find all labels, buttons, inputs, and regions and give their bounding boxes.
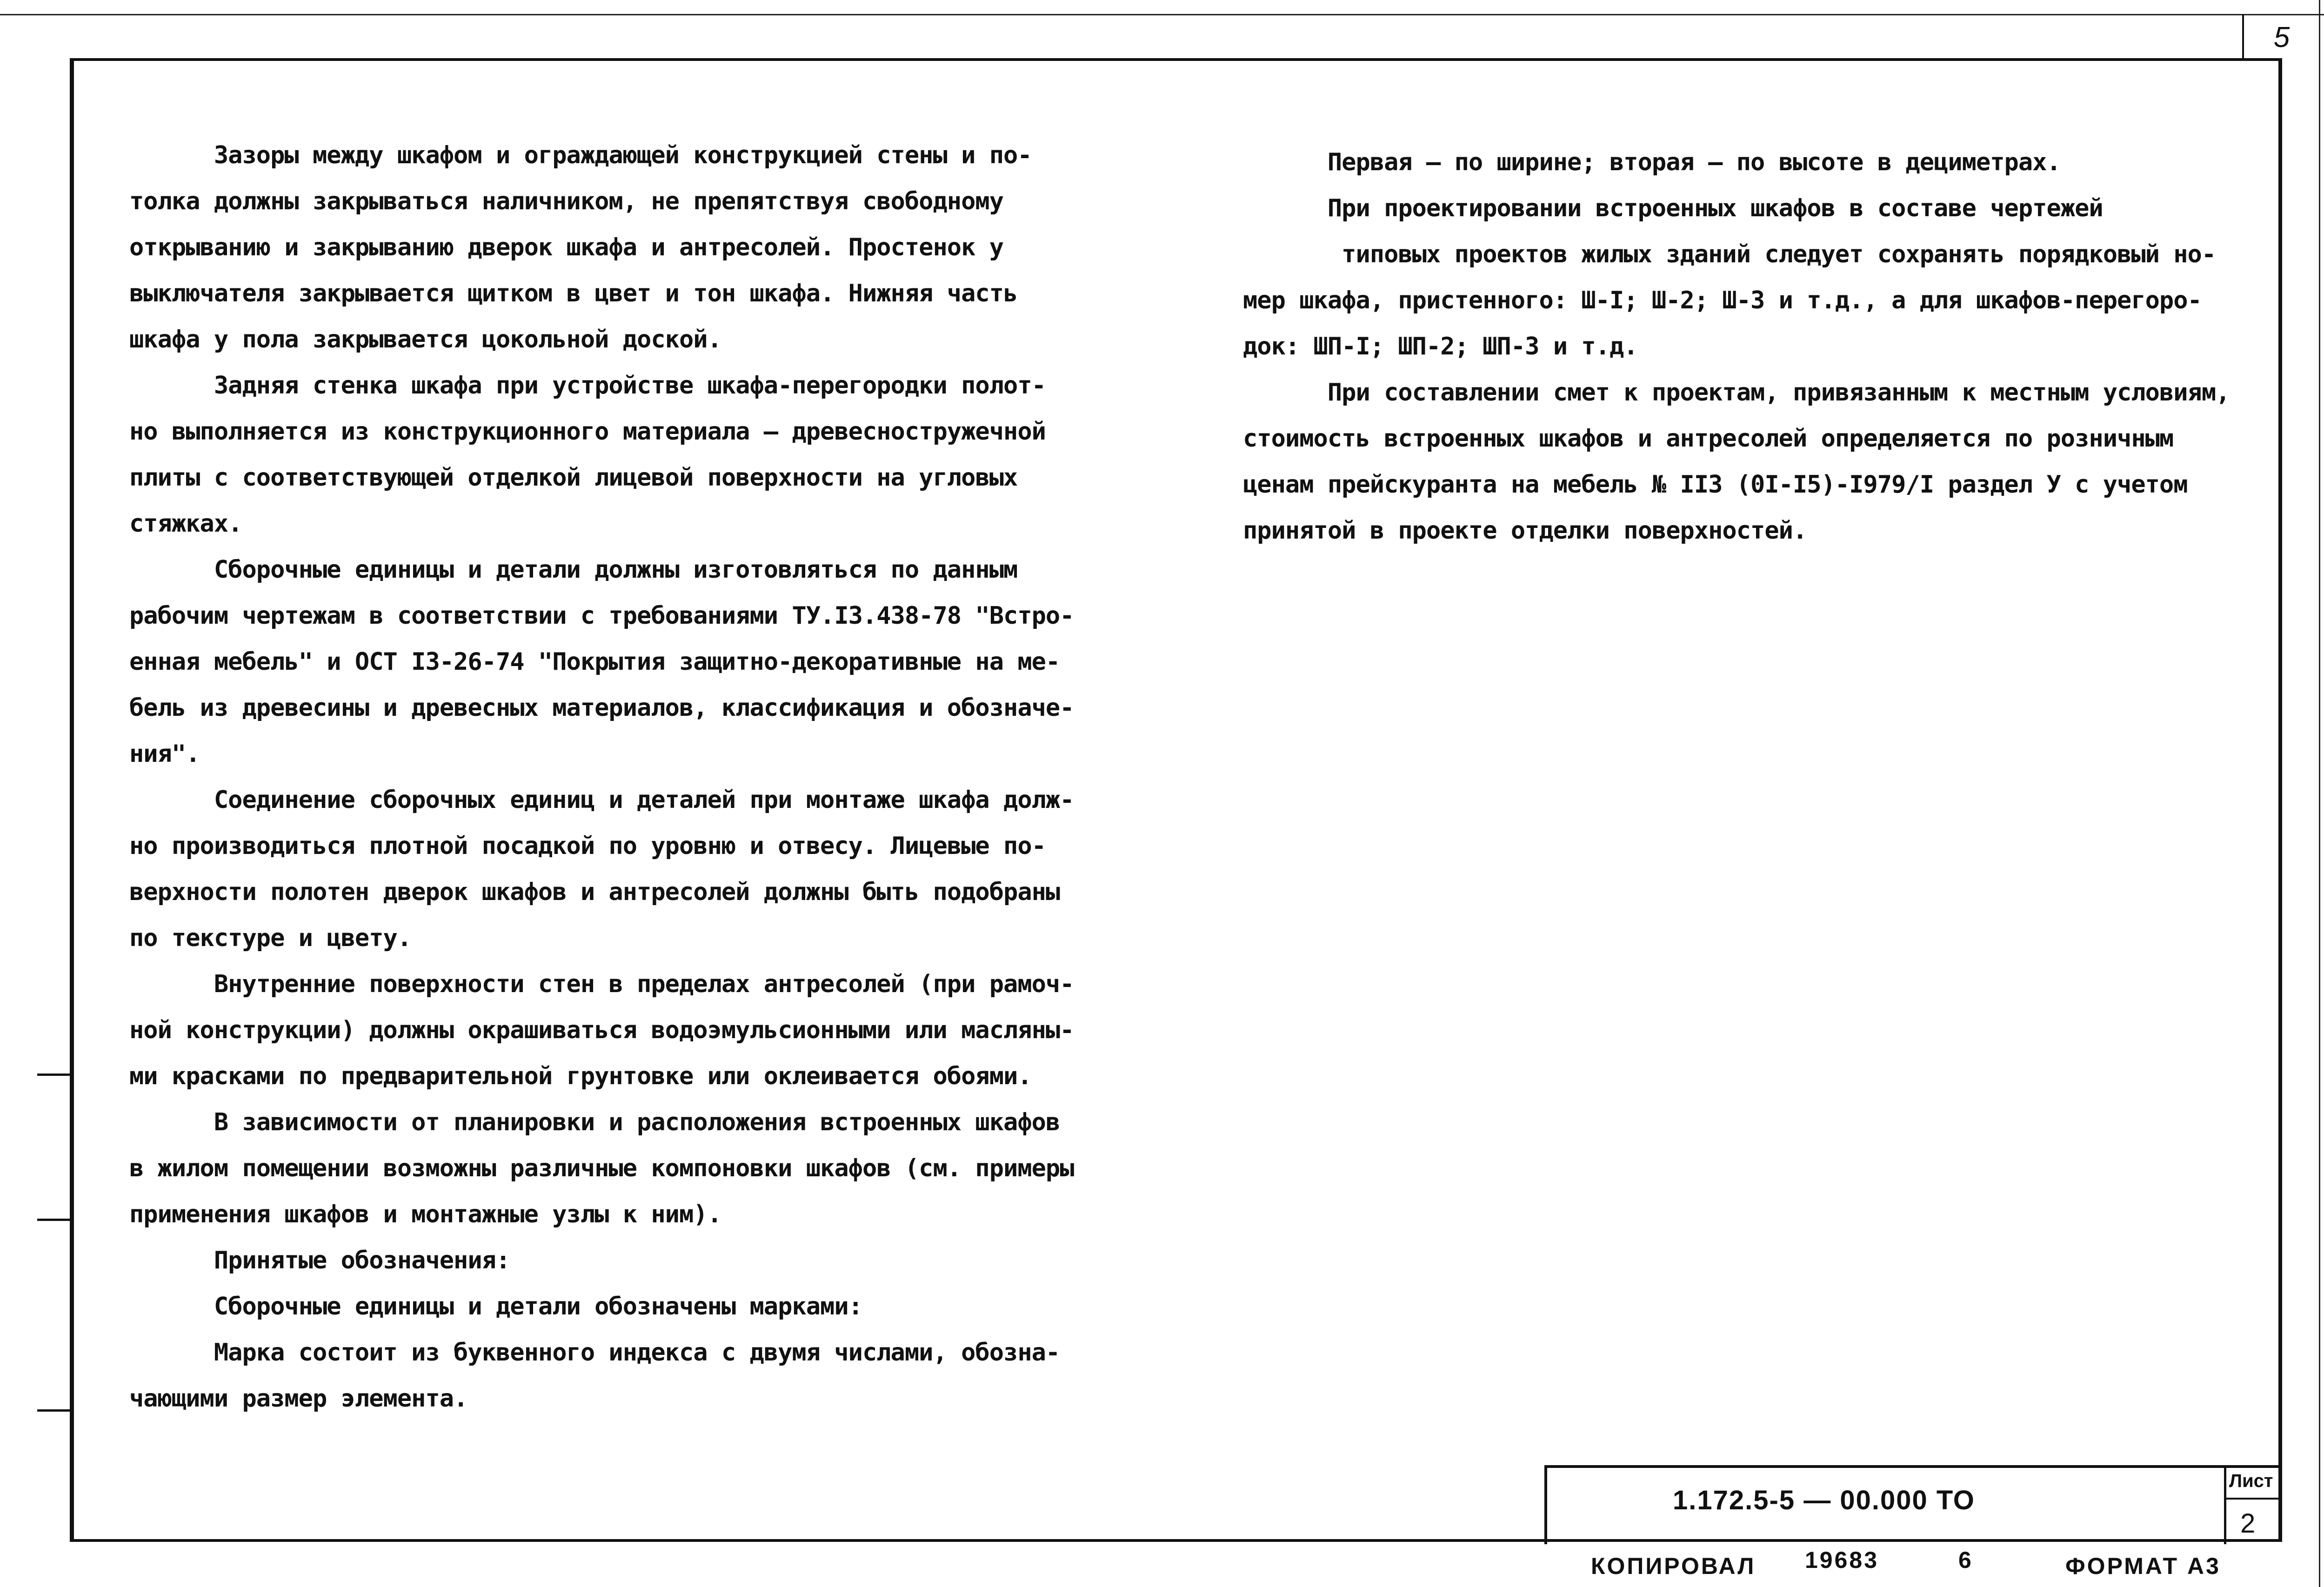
title-block	[1544, 1465, 2282, 1544]
text-line: В зависимости от планировки и расположения встроенных шкафов	[129, 1108, 1060, 1136]
copied-label: КОПИРОВАЛ	[1591, 1553, 1756, 1579]
text-line: Задняя стенка шкафа при устройстве шкафа-перегородки полот-	[129, 372, 1046, 400]
right-border-line	[2319, 0, 2320, 1587]
binding-tick	[37, 1219, 70, 1221]
text-line: ной конструкции) должны окрашиваться водоэмульсионными или масляны-	[129, 1016, 1074, 1044]
sheet-label: Лист	[2229, 1471, 2273, 1491]
text-line: принятой в проекте отделки поверхностей.	[1243, 517, 1807, 545]
text-line: ния".	[129, 740, 200, 768]
sheet-cell	[2224, 1468, 2282, 1544]
handwritten-number: 19683	[1805, 1547, 1879, 1573]
text-line: чающими размер элемента.	[129, 1385, 468, 1413]
page-number: 5	[2242, 14, 2319, 60]
text-line: док: ШП-I; ШП-2; ШП-3 и т.д.	[1243, 333, 1638, 360]
sheet-number: 2	[2240, 1508, 2256, 1539]
text-line: шкафа у пола закрывается цокольной доской.	[129, 326, 721, 353]
text-line: При составлении смет к проектам, привязанным к местным условиям,	[1243, 379, 2230, 407]
text-line: по текстуре и цвету.	[129, 924, 412, 952]
text-line: Сборочные единицы и детали обозначены марками:	[129, 1293, 862, 1320]
text-line: Сборочные единицы и детали должны изготовляться по данным	[129, 556, 1018, 584]
text-line: стяжках.	[129, 510, 242, 538]
text-line: открыванию и закрыванию дверок шкафа и антресолей. Простенок у	[129, 233, 1004, 261]
text-line: применения шкафов и монтажные узлы к ним).	[129, 1200, 721, 1228]
text-line: плиты с соответствующей отделкой лицевой поверхности на угловых	[129, 464, 1018, 492]
text-line: При проектировании встроенных шкафов в составе чертежей	[1243, 194, 2103, 222]
text-line: рабочим чертежам в соответствии с требованиями ТУ.I3.438-78 "Встро-	[129, 602, 1074, 630]
text-line: типовых проектов жилых зданий следует сохранять порядковый но-	[1243, 240, 2216, 268]
text-line: Первая – по ширине; вторая – по высоте в дециметрах.	[1243, 148, 2061, 176]
top-border-line	[0, 14, 2324, 15]
document-code: 1.172.5-5 — 00.000 ТО	[1673, 1485, 1975, 1515]
text-line: енная мебель" и ОСТ I3-26-74 "Покрытия защитно-декоративные на ме-	[129, 648, 1060, 676]
sheet-divider	[2226, 1498, 2282, 1500]
left-text-column	[129, 133, 1074, 1422]
text-line: Зазоры между шкафом и ограждающей конструкцией стены и по-	[129, 141, 1032, 169]
right-text-column	[1243, 140, 2230, 554]
text-line: Соединение сборочных единиц и деталей при монтаже шкафа долж-	[129, 786, 1074, 814]
text-line: верхности полотен дверок шкафов и антресолей должны быть подобраны	[129, 878, 1060, 906]
text-line: выключателя закрывается щитком в цвет и тон шкафа. Нижняя часть	[129, 280, 1018, 307]
text-line: ми красками по предварительной грунтовке или оклеивается обоями.	[129, 1062, 1032, 1090]
text-line: но выполняется из конструкционного материала – древесностружечной	[129, 418, 1046, 446]
binding-tick	[37, 1074, 70, 1076]
format-label: ФОРМАТ А3	[2065, 1553, 2221, 1579]
text-line: бель из древесины и древесных материалов, классификация и обозначе-	[129, 694, 1074, 722]
text-line: Принятые обозначения:	[129, 1247, 510, 1274]
text-line: но производиться плотной посадкой по уровню и отвесу. Лицевые по-	[129, 832, 1046, 860]
text-line: стоимость встроенных шкафов и антресолей определяется по розничным	[1243, 425, 2174, 453]
handwritten-digit: 6	[1958, 1547, 1973, 1573]
text-line: Марка состоит из буквенного индекса с двумя числами, обозна-	[129, 1339, 1060, 1367]
text-line: Внутренние поверхности стен в пределах антресолей (при рамоч-	[129, 970, 1074, 998]
text-line: толка должны закрываться наличником, не препятствуя свободному	[129, 187, 1004, 215]
text-line: ценам прейскуранта на мебель № II3 (0I-I5)-I979/I раздел У с учетом	[1243, 471, 2188, 499]
binding-tick	[37, 1409, 70, 1412]
text-line: мер шкафа, пристенного: Ш-I; Ш-2; Ш-3 и т.д., а для шкафов-перегоро-	[1243, 287, 2202, 314]
text-line: в жилом помещении возможны различные компоновки шкафов (см. примеры	[129, 1154, 1074, 1182]
